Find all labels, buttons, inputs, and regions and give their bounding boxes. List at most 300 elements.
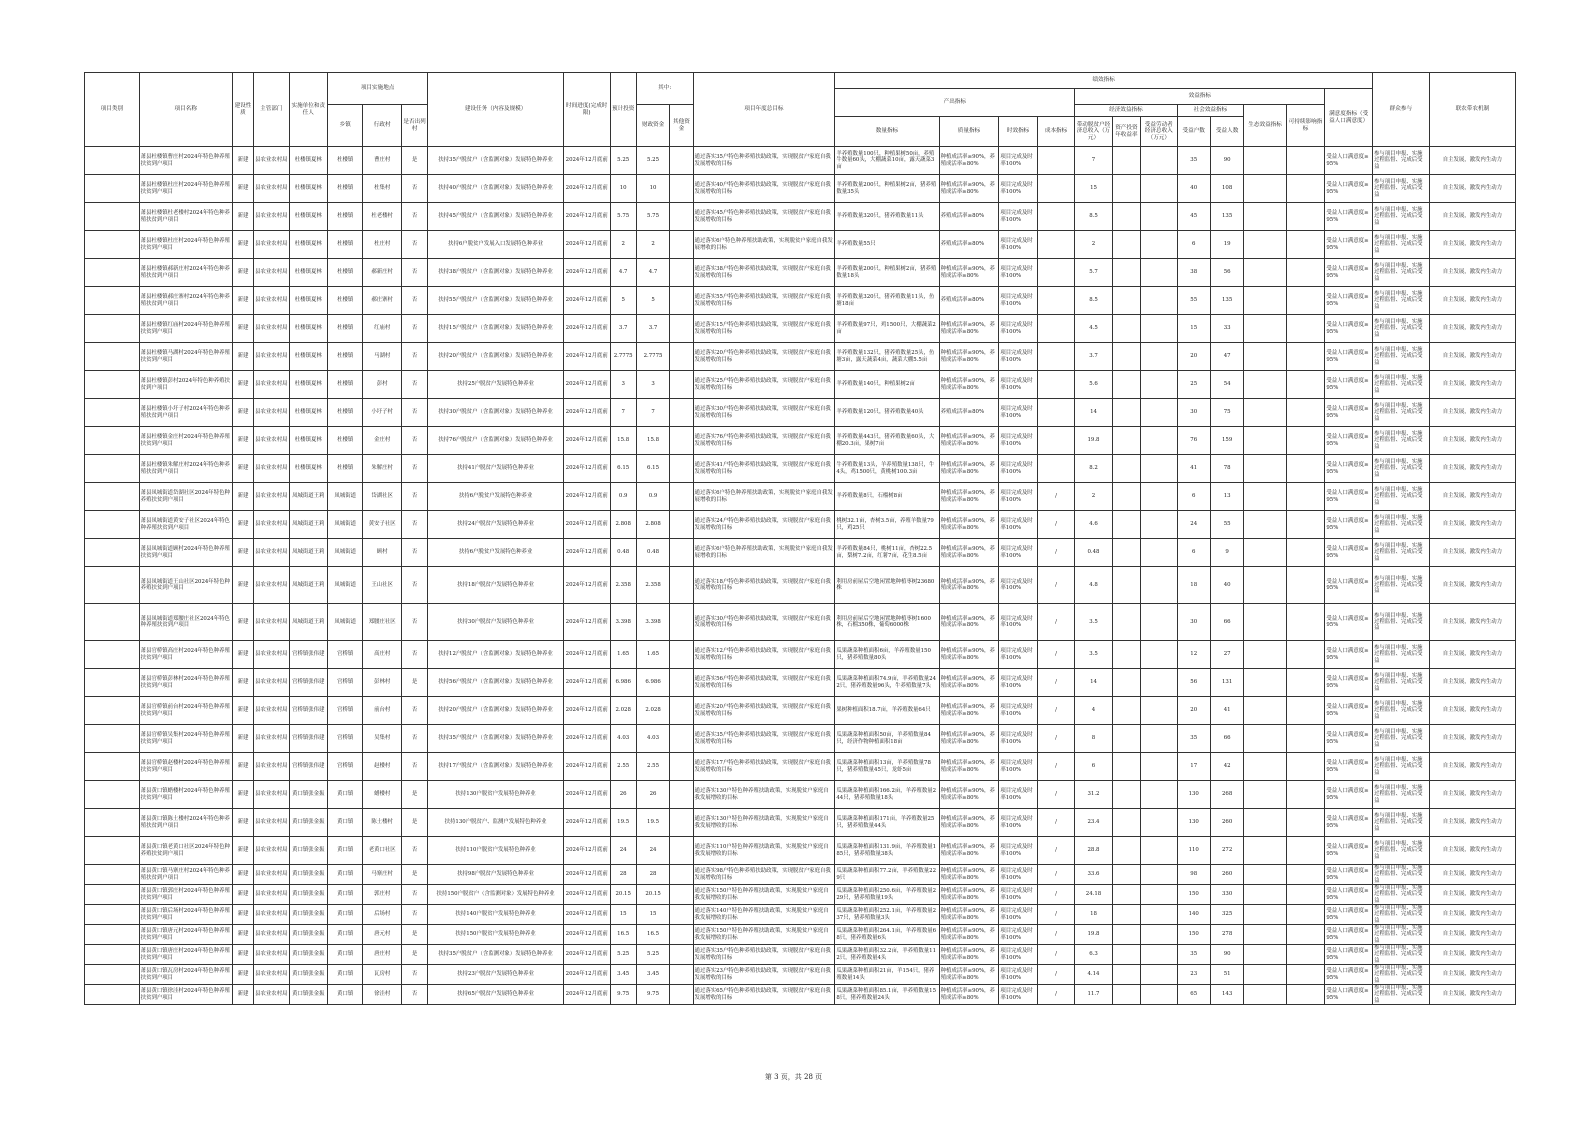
income-cell: 19.8 (1075, 427, 1112, 455)
sustain-cell (1286, 371, 1324, 399)
schedule-cell: 2024年12月底前 (563, 287, 610, 315)
quantity-cell: 利用房前屋后空地闲置地种植枣树1600株，石榴350株，葡萄6000株 (835, 604, 939, 641)
listed-cell: 是 (401, 781, 427, 809)
timeliness-cell: 项目完成及时率100% (999, 539, 1037, 567)
eco-cell (1244, 147, 1287, 175)
income-cell: 4.5 (1075, 315, 1112, 343)
timeliness-cell: 项目完成及时率100% (999, 427, 1037, 455)
participation-cell: 参与项目申报、实施过程监督、完成后受益 (1373, 483, 1430, 511)
satisfaction-cell: 受益人口满意度≥95% (1325, 399, 1373, 427)
nature-cell: 新建 (232, 725, 253, 753)
fiscal-cell: 20.15 (636, 885, 669, 905)
project-name-cell: 萧县黄口镇郭庄村2024年特色种养殖扶贫到户项目 (139, 885, 232, 905)
cost-cell (1037, 203, 1074, 231)
table-row (85, 343, 1516, 371)
schedule-cell: 2024年12月底前 (563, 725, 610, 753)
quantity-cell: 瓜果蔬菜种植面积252.1亩，羊养殖数量237只，猪养殖数量3头 (835, 905, 939, 925)
header-name: 项目名称 (139, 73, 232, 147)
cost-cell (1037, 287, 1074, 315)
eco-cell (1244, 885, 1287, 905)
cost-cell: / (1037, 641, 1074, 669)
labor-income-cell (1141, 511, 1177, 539)
listed-cell: 否 (401, 343, 427, 371)
project-name-cell: 萧县凤城街道黄安子社区2024年特色种养殖扶贫到户项目 (139, 511, 232, 539)
cost-cell (1037, 259, 1074, 287)
unit-cell: 官桥镇张伟建 (289, 697, 327, 725)
satisfaction-cell: 受益人口满意度≥95% (1325, 455, 1373, 483)
village-cell: 彭林村 (363, 669, 401, 697)
people-cell: 41 (1210, 697, 1243, 725)
income-cell: 4.6 (1075, 511, 1112, 539)
header-dept: 主管部门 (254, 73, 289, 147)
timeliness-cell: 项目完成及时率100% (999, 511, 1037, 539)
sustain-cell (1286, 725, 1324, 753)
fiscal-cell: 3.398 (636, 604, 669, 641)
goal-cell: 通过落实35户特色种养殖扶助政策，实现脱贫户家庭自我发展增收的目标 (693, 945, 835, 965)
sustain-cell (1286, 511, 1324, 539)
satisfaction-cell: 受益人口满意度≥95% (1325, 985, 1373, 1005)
header-social: 社会效益指标 (1177, 105, 1244, 117)
mechanism-cell: 自主发展，激发内生动力 (1429, 231, 1515, 259)
labor-income-cell (1141, 343, 1177, 371)
mechanism-cell: 自主发展，激发内生动力 (1429, 885, 1515, 905)
sustain-cell (1286, 343, 1324, 371)
labor-income-cell (1141, 781, 1177, 809)
eco-cell (1244, 725, 1287, 753)
eco-cell (1244, 203, 1287, 231)
participation-cell: 参与项目申报、实施过程监督、完成后受益 (1373, 753, 1430, 781)
eco-cell (1244, 539, 1287, 567)
sustain-cell (1286, 287, 1324, 315)
labor-income-cell (1141, 147, 1177, 175)
participation-cell: 参与项目申报、实施过程监督、完成后受益 (1373, 781, 1430, 809)
satisfaction-cell: 受益人口满意度≥95% (1325, 343, 1373, 371)
participation-cell: 参与项目申报、实施过程监督、完成后受益 (1373, 231, 1430, 259)
participation-cell: 参与项目申报、实施过程监督、完成后受益 (1373, 697, 1430, 725)
project-name-cell: 萧县杜楼镇马湖村2024年特色种养殖扶贫到户项目 (139, 343, 232, 371)
header-income: 带动脱贫户经济总收入（万元） (1075, 117, 1112, 147)
unit-cell: 杜楼镇夏林 (289, 315, 327, 343)
quality-cell: 种植成活率≥90%，养殖成活率≥80% (939, 945, 999, 965)
village-cell: 高庄村 (363, 641, 401, 669)
listed-cell: 否 (401, 315, 427, 343)
people-cell: 278 (1210, 925, 1243, 945)
fiscal-cell: 15.8 (636, 427, 669, 455)
yield-rate-cell (1112, 945, 1140, 965)
participation-cell: 参与项目申报、实施过程监督、完成后受益 (1373, 427, 1430, 455)
people-cell: 272 (1210, 837, 1243, 865)
header-unit: 实施单位和责任人 (289, 73, 327, 147)
schedule-cell: 2024年12月底前 (563, 809, 610, 837)
satisfaction-cell: 受益人口满意度≥95% (1325, 203, 1373, 231)
project-name-cell: 萧县杜楼镇杜庄村2024年特色种养殖扶贫到户项目 (139, 231, 232, 259)
category-cell (85, 399, 140, 427)
participation-cell: 参与项目申报、实施过程监督、完成后受益 (1373, 315, 1430, 343)
budget-cell: 26 (610, 781, 636, 809)
task-cell: 扶持35户脱贫户（含监测对象）发展特色种养业 (428, 147, 564, 175)
header-benefit: 效益指标 (1075, 89, 1325, 105)
project-name-cell: 萧县凤城街道岱湖社区2024年特色种养殖扶贫到户项目 (139, 483, 232, 511)
people-cell: 325 (1210, 905, 1243, 925)
mechanism-cell: 自主发展，激发内生动力 (1429, 371, 1515, 399)
quality-cell: 种植成活率≥90%，养殖成活率≥80% (939, 781, 999, 809)
cost-cell: / (1037, 753, 1074, 781)
task-cell: 扶持41户脱贫户发展特色种养业 (428, 455, 564, 483)
eco-cell (1244, 371, 1287, 399)
dept-cell: 县农业农村局 (254, 697, 289, 725)
labor-income-cell (1141, 567, 1177, 604)
quality-cell: 种植成活率≥90%，养殖成活率≥80% (939, 315, 999, 343)
category-cell (85, 905, 140, 925)
category-cell (85, 567, 140, 604)
timeliness-cell: 项目完成及时率100% (999, 287, 1037, 315)
project-name-cell: 萧县杜楼镇杜庄村2024年特色种养殖扶贫到户项目 (139, 175, 232, 203)
mechanism-cell: 自主发展，激发内生动力 (1429, 865, 1515, 885)
labor-income-cell (1141, 175, 1177, 203)
goal-cell: 通过落实6户特色种养殖扶助政策，实现脱贫户家庭自我发展增收的目标 (693, 483, 835, 511)
households-cell: 130 (1177, 781, 1210, 809)
table-row (85, 925, 1516, 945)
goal-cell: 通过落实30户特色种养殖扶助政策，实现脱贫户家庭自我发展增收的目标 (693, 604, 835, 641)
project-name-cell: 萧县黄口镇后场村2024年特色种养殖扶贫到户项目 (139, 905, 232, 925)
fiscal-cell: 5.25 (636, 147, 669, 175)
other-fund-cell (670, 567, 693, 604)
sustain-cell (1286, 753, 1324, 781)
nature-cell: 新建 (232, 399, 253, 427)
people-cell: 54 (1210, 371, 1243, 399)
quality-cell: 种植成活率≥90%，养殖成活率≥80% (939, 641, 999, 669)
households-cell: 6 (1177, 231, 1210, 259)
nature-cell: 新建 (232, 315, 253, 343)
fiscal-cell: 2.7775 (636, 343, 669, 371)
cost-cell: / (1037, 483, 1074, 511)
sustain-cell (1286, 315, 1324, 343)
schedule-cell: 2024年12月底前 (563, 203, 610, 231)
households-cell: 76 (1177, 427, 1210, 455)
participation-cell: 参与项目申报、实施过程监督、完成后受益 (1373, 259, 1430, 287)
goal-cell: 通过落实35户特色种养殖扶助政策，实现脱贫户家庭自我发展增收的目标 (693, 725, 835, 753)
satisfaction-cell: 受益人口满意度≥95% (1325, 231, 1373, 259)
town-cell: 官桥镇 (328, 725, 363, 753)
households-cell: 6 (1177, 539, 1210, 567)
project-name-cell: 萧县杜楼镇小圩子村2024年特色种养殖扶贫到户项目 (139, 399, 232, 427)
other-fund-cell (670, 837, 693, 865)
quantity-cell: 利用房前屋后空地闲置地种植枣树23680株 (835, 567, 939, 604)
income-cell: 24.18 (1075, 885, 1112, 905)
nature-cell: 新建 (232, 567, 253, 604)
people-cell: 9 (1210, 539, 1243, 567)
timeliness-cell: 项目完成及时率100% (999, 315, 1037, 343)
quantity-cell: 瓜果蔬菜种植面积32.2亩，羊养殖数量112只，猪养殖数量4头 (835, 945, 939, 965)
timeliness-cell: 项目完成及时率100% (999, 147, 1037, 175)
project-name-cell: 萧县官桥镇前台村2024年特色种养殖扶贫到户项目 (139, 697, 232, 725)
eco-cell (1244, 315, 1287, 343)
schedule-cell: 2024年12月底前 (563, 455, 610, 483)
fiscal-cell: 26 (636, 781, 669, 809)
mechanism-cell: 自主发展，激发内生动力 (1429, 641, 1515, 669)
cost-cell (1037, 147, 1074, 175)
listed-cell: 是 (401, 945, 427, 965)
yield-rate-cell (1112, 315, 1140, 343)
fiscal-cell: 24 (636, 837, 669, 865)
quantity-cell: 桃树32.1亩，杏树3.5亩，养殖羊数量79只，鸡25只 (835, 511, 939, 539)
unit-cell: 杜楼镇夏林 (289, 203, 327, 231)
project-table (84, 72, 1516, 1005)
participation-cell: 参与项目申报、实施过程监督、完成后受益 (1373, 809, 1430, 837)
participation-cell: 参与项目申报、实施过程监督、完成后受益 (1373, 725, 1430, 753)
nature-cell: 新建 (232, 945, 253, 965)
fiscal-cell: 2.55 (636, 753, 669, 781)
labor-income-cell (1141, 945, 1177, 965)
listed-cell: 是 (401, 865, 427, 885)
category-cell (85, 427, 140, 455)
project-name-cell: 萧县杜楼镇曹庄村2024年特色种养殖扶贫到户项目 (139, 147, 232, 175)
unit-cell: 黄口镇张金振 (289, 905, 327, 925)
task-cell: 扶持35户脱贫户（含监测对象）发展特色种养业 (428, 725, 564, 753)
people-cell: 75 (1210, 399, 1243, 427)
mechanism-cell: 自主发展，激发内生动力 (1429, 697, 1515, 725)
eco-cell (1244, 781, 1287, 809)
goal-cell: 通过落实15户特色种养殖扶助政策，实现脱贫户家庭自我发展增收的目标 (693, 315, 835, 343)
village-cell: 顾村 (363, 539, 401, 567)
dept-cell: 县农业农村局 (254, 837, 289, 865)
timeliness-cell: 项目完成及时率100% (999, 925, 1037, 945)
households-cell: 35 (1177, 147, 1210, 175)
category-cell (85, 641, 140, 669)
fiscal-cell: 9.75 (636, 985, 669, 1005)
town-cell: 黄口镇 (328, 885, 363, 905)
town-cell: 黄口镇 (328, 985, 363, 1005)
eco-cell (1244, 483, 1287, 511)
yield-rate-cell (1112, 641, 1140, 669)
village-cell: 郭庄村 (363, 885, 401, 905)
quality-cell: 种植成活率≥90%，养殖成活率≥80% (939, 985, 999, 1005)
mechanism-cell: 自主发展，激发内生动力 (1429, 287, 1515, 315)
sustain-cell (1286, 669, 1324, 697)
table-body (85, 147, 1516, 1005)
timeliness-cell: 项目完成及时率100% (999, 809, 1037, 837)
town-cell: 凤城街道 (328, 604, 363, 641)
households-cell: 25 (1177, 371, 1210, 399)
category-cell (85, 231, 140, 259)
people-cell: 27 (1210, 641, 1243, 669)
listed-cell: 否 (401, 604, 427, 641)
fiscal-cell: 5.75 (636, 203, 669, 231)
mechanism-cell: 自主发展，激发内生动力 (1429, 985, 1515, 1005)
labor-income-cell (1141, 427, 1177, 455)
income-cell: 28.8 (1075, 837, 1112, 865)
village-cell: 朱解庄村 (363, 455, 401, 483)
village-cell: 小圩子村 (363, 399, 401, 427)
other-fund-cell (670, 809, 693, 837)
goal-cell: 通过落实65户特色种养殖扶助政策，实现脱贫户家庭自我发展增收的目标 (693, 985, 835, 1005)
cost-cell: / (1037, 965, 1074, 985)
task-cell: 扶持30户脱贫户发展特色种养业 (428, 604, 564, 641)
yield-rate-cell (1112, 231, 1140, 259)
satisfaction-cell: 受益人口满意度≥95% (1325, 259, 1373, 287)
quantity-cell: 羊养殖数量84只，桃树11亩，杏树22.5亩，梨树7.2亩，红薯7亩，花生8.5亩 (835, 539, 939, 567)
dept-cell: 县农业农村局 (254, 567, 289, 604)
quality-cell: 种植成活率≥90%，养殖成活率≥80% (939, 259, 999, 287)
other-fund-cell (670, 905, 693, 925)
quality-cell: 种植成活率≥90%，养殖成活率≥80% (939, 725, 999, 753)
town-cell: 黄口镇 (328, 809, 363, 837)
satisfaction-cell: 受益人口满意度≥95% (1325, 809, 1373, 837)
quality-cell: 种植成活率≥90%，养殖成活率≥80% (939, 925, 999, 945)
quality-cell: 种植成活率≥90%，养殖成活率≥80% (939, 567, 999, 604)
participation-cell: 参与项目申报、实施过程监督、完成后受益 (1373, 147, 1430, 175)
category-cell (85, 965, 140, 985)
header-yield-rate: 资产投资年收益率 (1112, 117, 1140, 147)
project-name-cell: 萧县官桥镇高庄村2024年特色种养殖扶贫到户项目 (139, 641, 232, 669)
households-cell: 41 (1177, 455, 1210, 483)
fiscal-cell: 15 (636, 905, 669, 925)
satisfaction-cell: 受益人口满意度≥95% (1325, 945, 1373, 965)
unit-cell: 杜楼镇夏林 (289, 427, 327, 455)
quantity-cell: 羊养殖数量200只，种植果树2亩，猪养殖数量18头 (835, 259, 939, 287)
mechanism-cell: 自主发展，激发内生动力 (1429, 147, 1515, 175)
table-row (85, 539, 1516, 567)
sustain-cell (1286, 925, 1324, 945)
quality-cell: 种植成活率≥90%，养殖成活率≥80% (939, 147, 999, 175)
quality-cell: 种植成活率≥90%，养殖成活率≥80% (939, 483, 999, 511)
yield-rate-cell (1112, 865, 1140, 885)
satisfaction-cell: 受益人口满意度≥95% (1325, 753, 1373, 781)
sustain-cell (1286, 147, 1324, 175)
table-row (85, 697, 1516, 725)
participation-cell: 参与项目申报、实施过程监督、完成后受益 (1373, 511, 1430, 539)
task-cell: 扶持110户脱贫户发展特色种养业 (428, 837, 564, 865)
nature-cell: 新建 (232, 343, 253, 371)
budget-cell: 10 (610, 175, 636, 203)
table-row (85, 985, 1516, 1005)
yield-rate-cell (1112, 539, 1140, 567)
quality-cell: 种植成活率≥90%，养殖成活率≥80% (939, 753, 999, 781)
cost-cell (1037, 455, 1074, 483)
participation-cell: 参与项目申报、实施过程监督、完成后受益 (1373, 539, 1430, 567)
households-cell: 38 (1177, 259, 1210, 287)
village-cell: 前台村 (363, 697, 401, 725)
unit-cell: 凤城街道王莉 (289, 567, 327, 604)
village-cell: 唐庄村 (363, 945, 401, 965)
labor-income-cell (1141, 985, 1177, 1005)
eco-cell (1244, 945, 1287, 965)
goal-cell: 通过落实45户特色种养殖扶助政策，实现脱贫户家庭自我发展增收的目标 (693, 203, 835, 231)
dept-cell: 县农业农村局 (254, 641, 289, 669)
table-row (85, 965, 1516, 985)
nature-cell: 新建 (232, 669, 253, 697)
project-name-cell: 萧县凤城街道王山社区2024年特色种养殖扶贫到户项目 (139, 567, 232, 604)
mechanism-cell: 自主发展，激发内生动力 (1429, 669, 1515, 697)
unit-cell: 黄口镇张金振 (289, 885, 327, 905)
households-cell: 98 (1177, 865, 1210, 885)
nature-cell: 新建 (232, 753, 253, 781)
budget-cell: 2 (610, 231, 636, 259)
budget-cell: 6.986 (610, 669, 636, 697)
goal-cell: 通过落实30户特色种养殖扶助政策，实现脱贫户家庭自我发展增收的目标 (693, 399, 835, 427)
project-name-cell: 萧县黄口镇唐元村2024年特色种养殖扶贫到户项目 (139, 925, 232, 945)
town-cell: 杜楼镇 (328, 287, 363, 315)
budget-cell: 28 (610, 865, 636, 885)
header-location: 项目实施地点 (328, 73, 428, 105)
other-fund-cell (670, 315, 693, 343)
households-cell: 12 (1177, 641, 1210, 669)
town-cell: 官桥镇 (328, 753, 363, 781)
fiscal-cell: 3 (636, 371, 669, 399)
mechanism-cell: 自主发展，激发内生动力 (1429, 455, 1515, 483)
yield-rate-cell (1112, 753, 1140, 781)
nature-cell: 新建 (232, 455, 253, 483)
nature-cell: 新建 (232, 809, 253, 837)
quantity-cell: 瓜果蔬菜种植面积264.1亩，羊养殖数量68只，猪养殖数量6头 (835, 925, 939, 945)
people-cell: 19 (1210, 231, 1243, 259)
satisfaction-cell: 受益人口满意度≥95% (1325, 781, 1373, 809)
mechanism-cell: 自主发展，激发内生动力 (1429, 483, 1515, 511)
people-cell: 131 (1210, 669, 1243, 697)
table-header (85, 73, 1516, 147)
quantity-cell: 羊养殖数量100只，种植果树50亩，养殖牛数量60头，大棚蔬菜10亩，露天蔬菜3亩 (835, 147, 939, 175)
project-name-cell: 萧县杜楼镇红庙村2024年特色种养殖扶贫到户项目 (139, 315, 232, 343)
other-fund-cell (670, 287, 693, 315)
cost-cell: / (1037, 604, 1074, 641)
table-row (85, 203, 1516, 231)
mechanism-cell: 自主发展，激发内生动力 (1429, 511, 1515, 539)
timeliness-cell: 项目完成及时率100% (999, 945, 1037, 965)
schedule-cell: 2024年12月底前 (563, 905, 610, 925)
timeliness-cell: 项目完成及时率100% (999, 837, 1037, 865)
fiscal-cell: 2.028 (636, 697, 669, 725)
table-row (85, 483, 1516, 511)
satisfaction-cell: 受益人口满意度≥95% (1325, 905, 1373, 925)
quality-cell: 种植成活率≥90%，养殖成活率≥80% (939, 885, 999, 905)
people-cell: 90 (1210, 147, 1243, 175)
timeliness-cell: 项目完成及时率100% (999, 725, 1037, 753)
budget-cell: 2.808 (610, 511, 636, 539)
nature-cell: 新建 (232, 203, 253, 231)
header-perf: 绩效指标 (835, 73, 1373, 89)
listed-cell: 否 (401, 965, 427, 985)
labor-income-cell (1141, 287, 1177, 315)
unit-cell: 杜楼镇夏林 (289, 259, 327, 287)
income-cell: 8.5 (1075, 203, 1112, 231)
income-cell: 8 (1075, 725, 1112, 753)
village-cell: 马寨庄村 (363, 865, 401, 885)
listed-cell: 否 (401, 483, 427, 511)
income-cell: 33.6 (1075, 865, 1112, 885)
project-name-cell: 萧县黄口镇瓦房村2024年特色种养殖扶贫到户项目 (139, 965, 232, 985)
sustain-cell (1286, 427, 1324, 455)
nature-cell: 新建 (232, 539, 253, 567)
mechanism-cell: 自主发展，激发内生动力 (1429, 604, 1515, 641)
schedule-cell: 2024年12月底前 (563, 427, 610, 455)
category-cell (85, 809, 140, 837)
header-nature: 建设性质 (232, 73, 253, 147)
sustain-cell (1286, 203, 1324, 231)
satisfaction-cell: 受益人口满意度≥95% (1325, 427, 1373, 455)
quality-cell: 养殖成活率≥80% (939, 231, 999, 259)
schedule-cell: 2024年12月底前 (563, 925, 610, 945)
nature-cell: 新建 (232, 865, 253, 885)
other-fund-cell (670, 641, 693, 669)
schedule-cell: 2024年12月底前 (563, 511, 610, 539)
eco-cell (1244, 669, 1287, 697)
other-fund-cell (670, 231, 693, 259)
dept-cell: 县农业农村局 (254, 231, 289, 259)
schedule-cell: 2024年12月底前 (563, 259, 610, 287)
project-name-cell: 萧县黄口镇徐洼村2024年特色种养殖扶贫到户项目 (139, 985, 232, 1005)
task-cell: 扶持6户脱贫户发展特色种养业 (428, 539, 564, 567)
table-row (85, 945, 1516, 965)
